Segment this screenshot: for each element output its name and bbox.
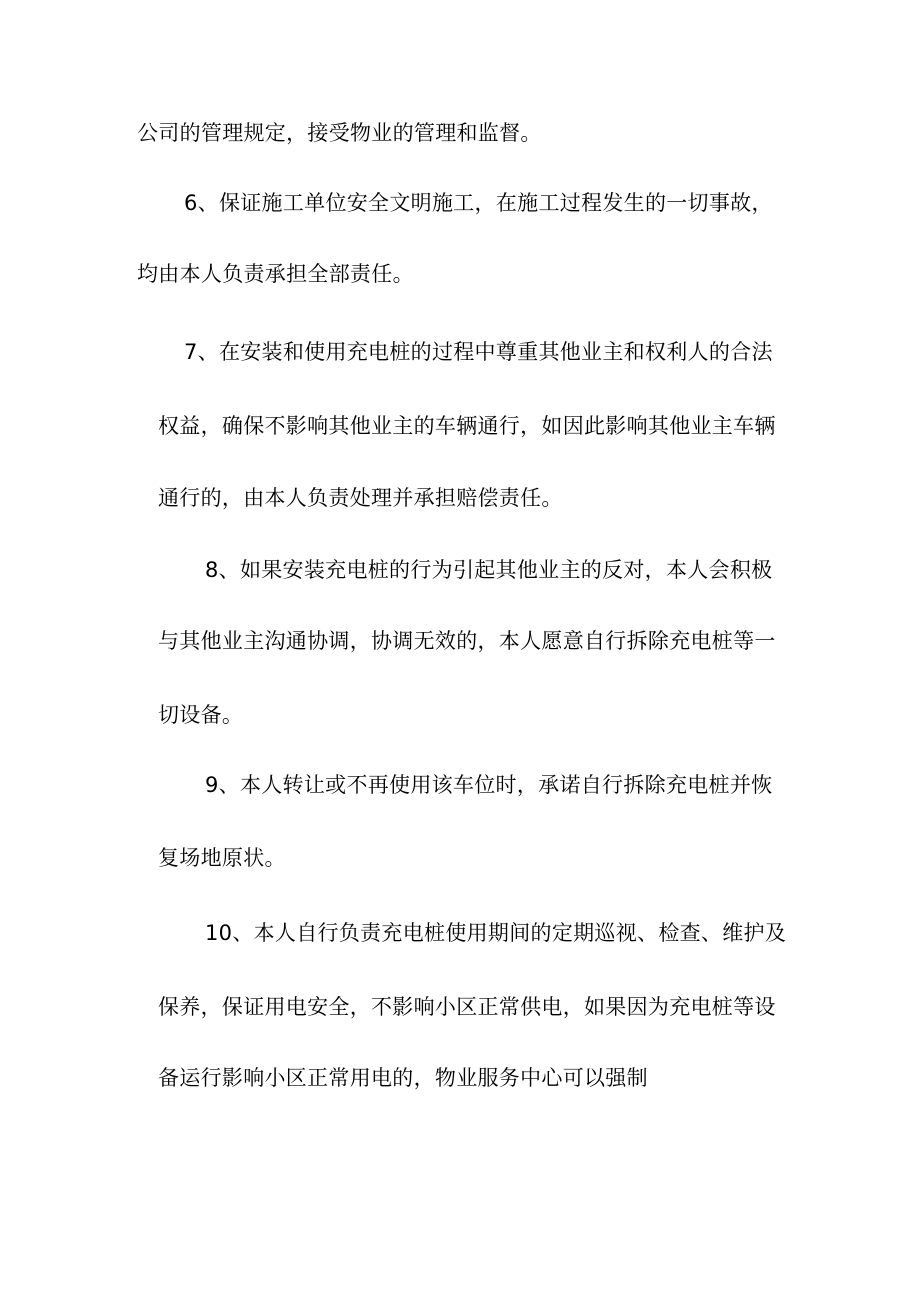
text-line-4: 7、在安装和使用充电桩的过程中尊重其他业主和权利人的合法	[184, 340, 773, 364]
text-line-3: 均由本人负责承担全部责任。	[137, 262, 414, 286]
text-line-7: 8、如果安装充电桩的行为引起其他业主的反对，本人会积极	[205, 558, 773, 582]
text-line-10: 9、本人转让或不再使用该车位时，承诺自行拆除充电桩并恢	[205, 773, 773, 797]
text-line-5: 权益，确保不影响其他业主的车辆通行，如因此影响其他业主车辆	[158, 414, 776, 438]
text-line-9: 切设备。	[158, 703, 244, 727]
text-line-2: 6、保证施工单位安全文明施工，在施工过程发生的一切事故，	[184, 191, 773, 215]
text-line-14: 备运行影响小区正常用电的，物业服务中心可以强制	[158, 1066, 648, 1090]
text-line-11: 复场地原状。	[158, 846, 286, 870]
text-line-12: 10、本人自行负责充电桩使用期间的定期巡视、检查、维护及	[205, 921, 787, 945]
text-line-13: 保养，保证用电安全，不影响小区正常供电，如果因为充电桩等设	[158, 995, 776, 1019]
text-line-8: 与其他业主沟通协调，协调无效的，本人愿意自行拆除充电桩等一	[158, 629, 776, 653]
text-line-1: 公司的管理规定，接受物业的管理和监督。	[137, 121, 542, 145]
text-line-6: 通行的，由本人负责处理并承担赔偿责任。	[158, 486, 563, 510]
